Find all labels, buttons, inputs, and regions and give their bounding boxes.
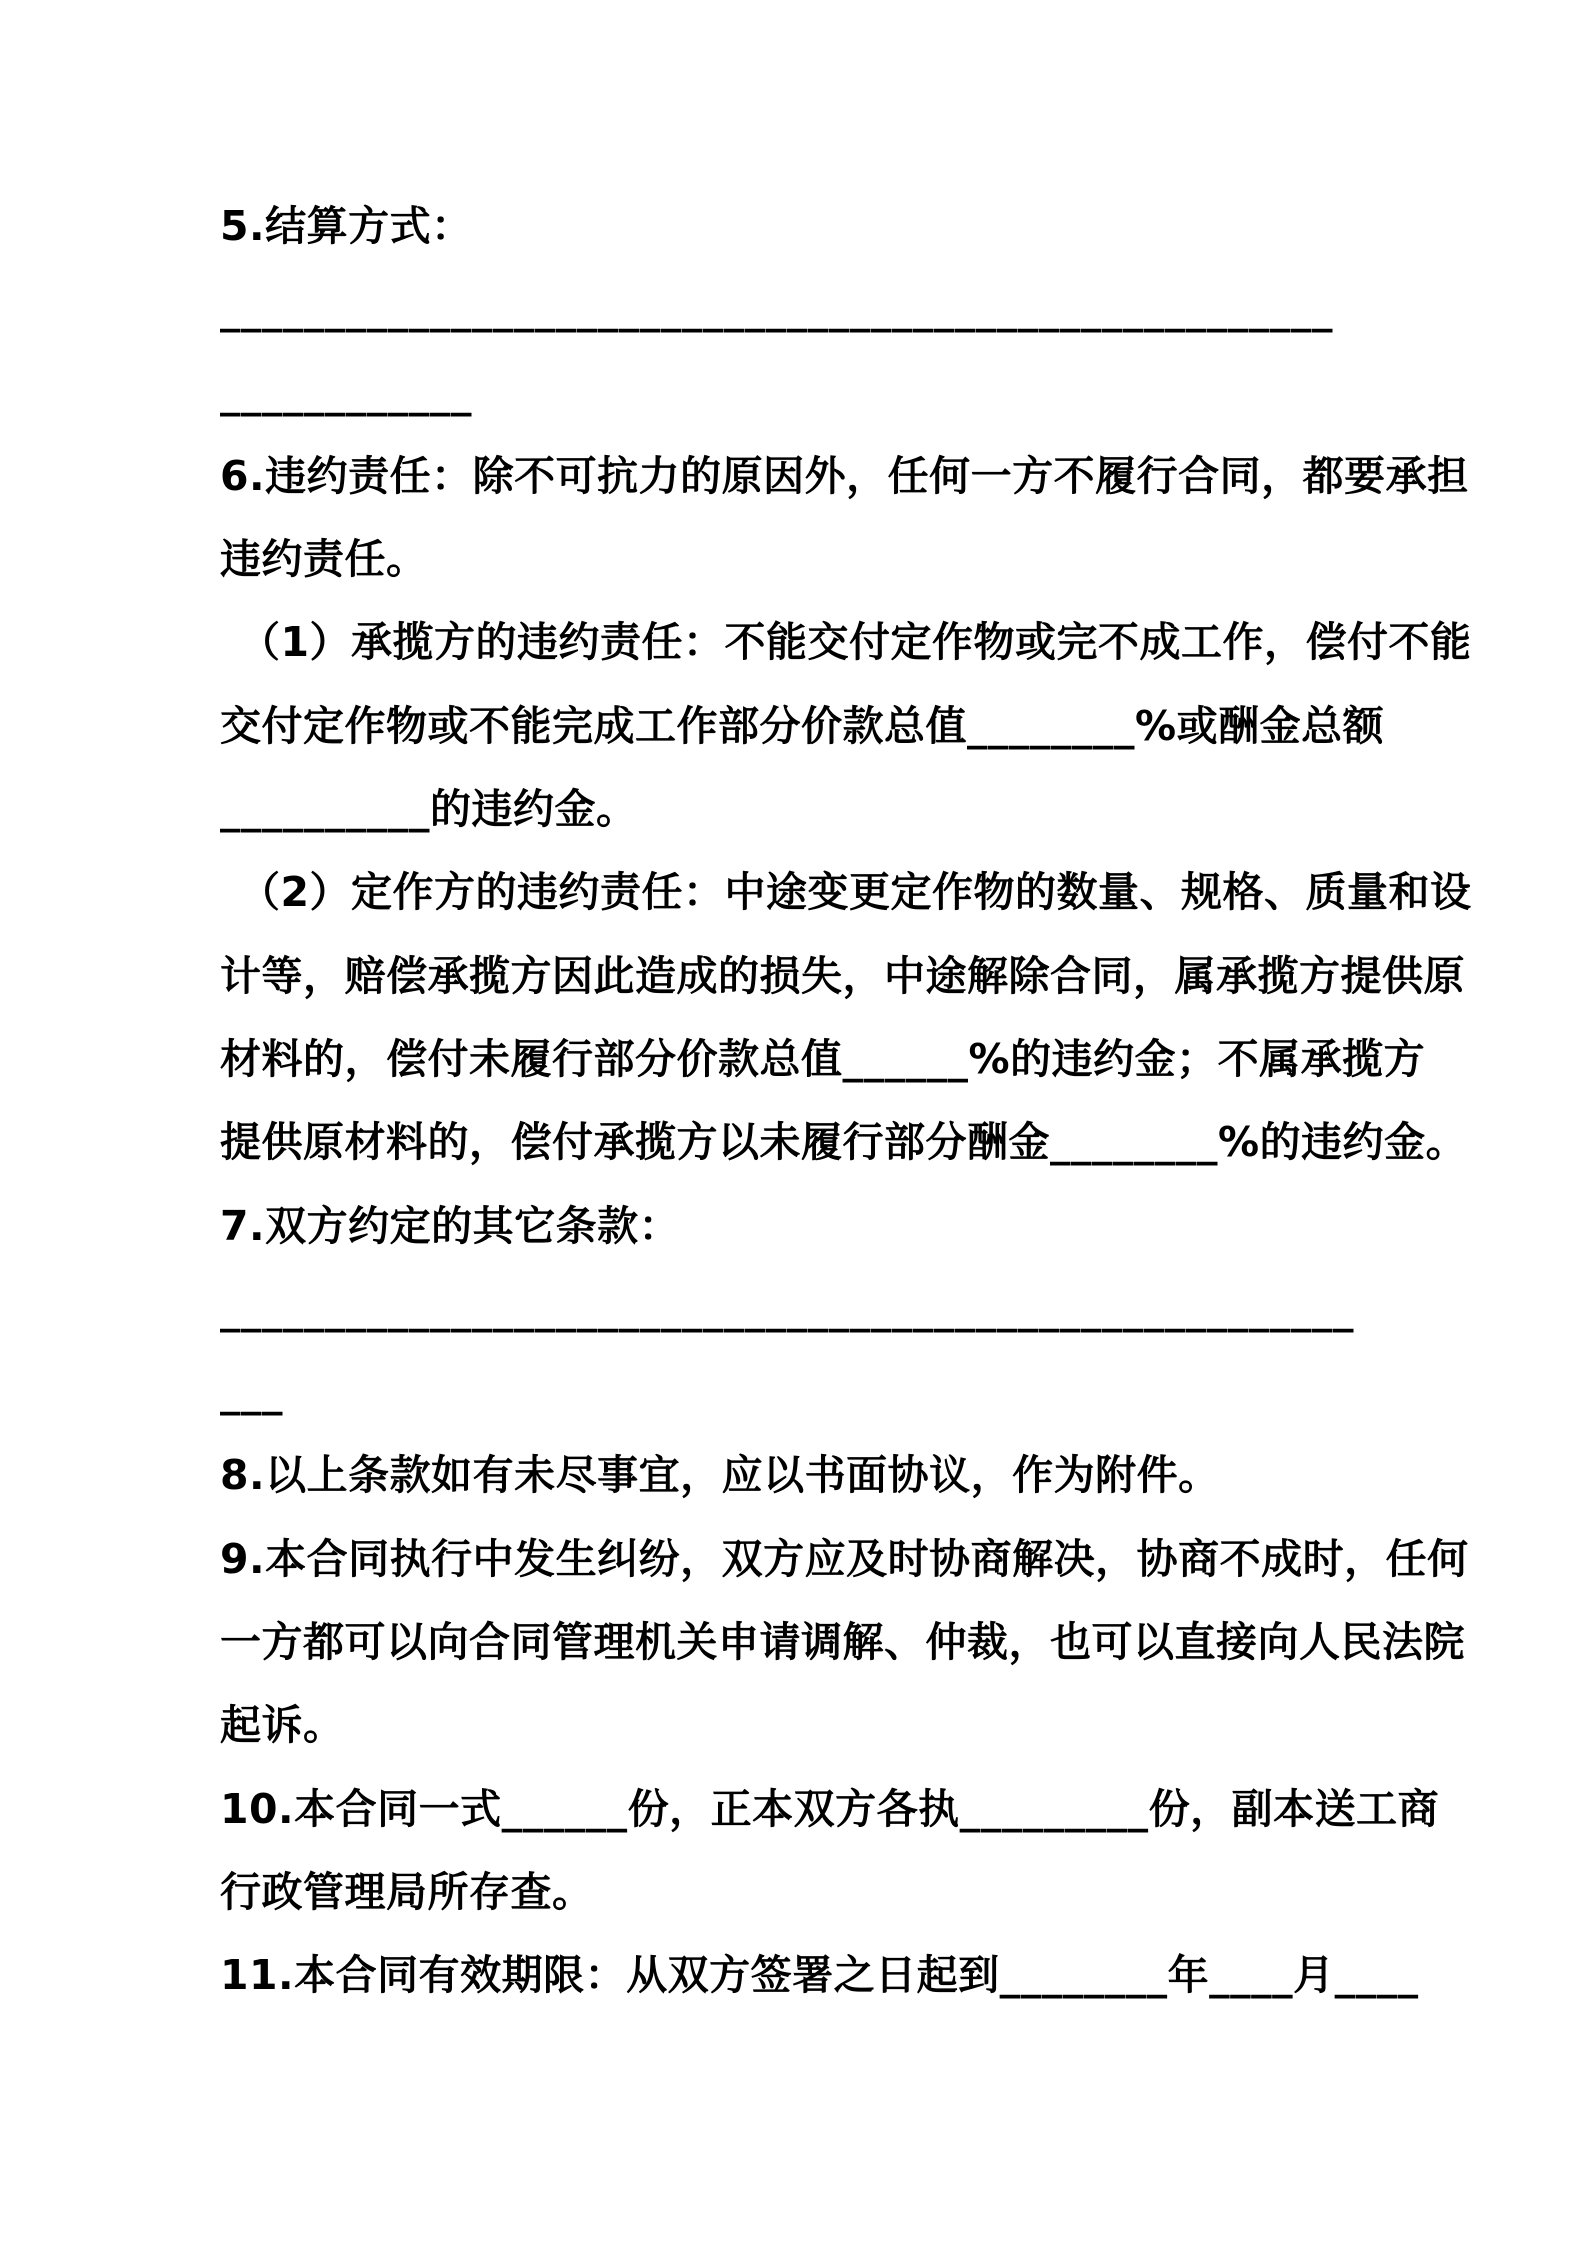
clause-9-line-2: 一方都可以向合同管理机关申请调解、仲裁，也可以直接向人民法院 — [220, 1618, 1465, 1667]
clause-6-item-2-line-3: 材料的，偿付未履行部分价款总值______%的违约金；不属承揽方 — [220, 1034, 1426, 1083]
clause-10-line-2: 行政管理局所存查。 — [220, 1867, 594, 1916]
clause-10-line-1: 10.本合同一式______份，正本双方各执_________份，副本送工商 — [220, 1784, 1440, 1833]
clause-11-line-1: 11.本合同有效期限：从双方签署之日起到________年____月____ — [220, 1951, 1419, 2000]
clause-6-line-1: 6.违约责任：除不可抗力的原因外，任何一方不履行合同，都要承担 — [220, 451, 1469, 500]
clause-6-item-1-line-1: （1）承揽方的违约责任：不能交付定作物或完不成工作，偿付不能 — [239, 618, 1472, 667]
clause-6-item-2-line-4: 提供原材料的，偿付承揽方以未履行部分酬金________%的违约金。 — [220, 1118, 1468, 1167]
clause-6-item-1-line-2: 交付定作物或不能完成工作部分价款总值________%或酬金总额 — [220, 701, 1385, 750]
clause-6-item-2-line-1: （2）定作方的违约责任：中途变更定作物的数量、规格、质量和设 — [239, 868, 1472, 917]
clause-5-blank-line-long: _____________________________________________________ — [220, 285, 1333, 334]
clause-5-blank-line-short: ____________ — [220, 368, 472, 417]
clause-9-line-1: 9.本合同执行中发生纠纷，双方应及时协商解决，协商不成时，任何 — [220, 1534, 1469, 1583]
clause-9-line-3: 起诉。 — [220, 1701, 345, 1750]
document-body — [220, 185, 1472, 2018]
clause-7-heading: 7.双方约定的其它条款： — [220, 1201, 681, 1250]
clause-8-line: 8.以上条款如有未尽事宜，应以书面协议，作为附件。 — [220, 1451, 1220, 1500]
clause-6-item-1-line-3: __________的违约金。 — [220, 785, 638, 834]
clause-5-heading: 5.结算方式： — [220, 202, 473, 250]
clause-7-blank-line-long: ______________________________________________________ — [220, 1284, 1354, 1333]
clause-7-blank-line-short: ___ — [220, 1368, 283, 1417]
clause-6-item-2-line-2: 计等，赔偿承揽方因此造成的损失，中途解除合同，属承揽方提供原 — [220, 951, 1465, 1000]
clause-6-line-2: 违约责任。 — [220, 535, 428, 584]
